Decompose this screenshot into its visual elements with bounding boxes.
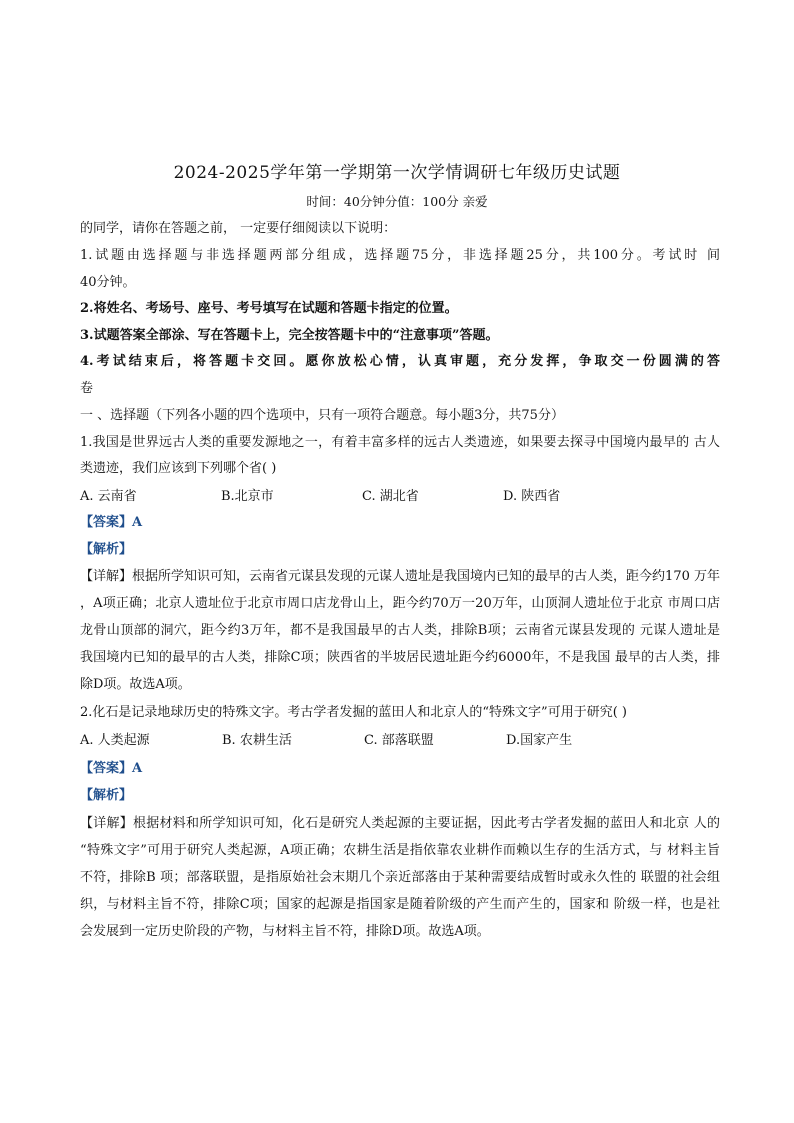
q1-analysis-label: 【解析】 [80,542,133,557]
intro-line: 的同学，请你在答题之前， 一定要仔细阅读以下说明： [80,221,397,236]
q2-option-d: D.国家产生 [506,733,573,748]
note-4: 4.考试结束后，将答题卡交回。愿你放松心情，认真审题，充分发挥，争取交一份圆满的答 [80,354,720,369]
q2-detail-line-4: 织，与材料主旨不符，排除C项；国家的起源是指国家是随着阶级的产生而产生的，国家和 阶级一样，也是社 [80,897,720,912]
q2-analysis-label: 【解析】 [80,788,133,803]
note-4-cont: 卷 [80,381,94,396]
q2-detail-line-1: 【详解】根据材料和所学知识可知，化石是研究人类起源的主要证据，因此考古学者发掘的蓝田人和北京 人的 [80,816,720,831]
q2-option-c: C. 部落联盟 [364,733,434,748]
q1-detail-line-1: 【详解】根据所学知识可知，云南省元谋县发现的元谋人遗址是我国境内已知的最早的古人类，距今约170 万年 [80,569,720,584]
note-2: 2.将姓名、考场号、座号、考号填写在试题和答题卡指定的位置。 [80,301,458,316]
section-heading: 一 、选择题（下列各小题的四个选项中，只有一项符合题意。每小题3分，共75分） [80,408,564,423]
q1-answer: 【答案】A [80,515,143,530]
q2-detail-line-3: 不符，排除B 项；部落联盟，是指原始社会末期几个亲近部落由于某种需要结成暂时或永久性的 联盟的社会组 [80,870,720,885]
q2-answer: 【答案】A [80,761,143,776]
q1-option-b: B.北京市 [221,489,274,504]
note-3: 3.试题答案全部涂、写在答题卡上，完全按答题卡中的“注意事项”答题。 [80,328,499,343]
q1-option-d: D. 陕西省 [503,489,561,504]
q1-option-c: C. 湖北省 [362,489,419,504]
q1-detail-line-5: 除D项。故选A项。 [80,677,191,692]
q2-option-a: A. 人类起源 [80,733,150,748]
exam-meta: 时间：40分钟分值：100分 亲爱 [306,194,488,209]
document-title: 2024-2025学年第一学期第一次学情调研七年级历史试题 [173,163,621,183]
q1-detail-line-2: ，A项正确；北京人遗址位于北京市周口店龙骨山上，距今约70万一20万年，山顶洞人遗址位于北京 市周口店 [80,596,720,611]
note-1-cont: 40分钟。 [80,275,136,290]
q2-option-b: B. 农耕生活 [222,733,292,748]
q1-stem-line-2: 类遗迹，我们应该到下列哪个省( ) [80,461,277,476]
q2-detail-line-2: “特殊文字”可用于研究人类起源，A项正确；农耕生活是指依靠农业耕作而赖以生存的生活方式，与 材料主旨 [80,843,720,858]
q2-detail-line-5: 会发展到一定历史阶段的产物，与材料主旨不符，排除D项。故选A项。 [80,924,490,939]
q1-detail-line-4: 我国境内已知的最早的古人类，排除C项；陕西省的半坡居民遗址距今约6000年，不是我国 最早的古人类，排 [80,650,720,665]
q2-stem-line-1: 2.化石是记录地球历史的特殊文字。考古学者发掘的蓝田人和北京人的“特殊文字”可用于研究( ) [80,705,627,720]
q1-option-a: A. 云南省 [80,489,137,504]
note-1: 1.试题由选择题与非选择题两部分组成，选择题75分，非选择题25分，共100分。考试时 间 [80,248,720,263]
q1-stem-line-1: 1.我国是世界远古人类的重要发源地之一，有着丰富多样的远古人类遗迹，如果要去探寻中国境内最早的 古人 [80,435,720,450]
q1-detail-line-3: 龙骨山顶部的洞穴，距今约3万年，都不是我国最早的古人类，排除B项；云南省元谋县发现的 元谋人遗址是 [80,623,720,638]
